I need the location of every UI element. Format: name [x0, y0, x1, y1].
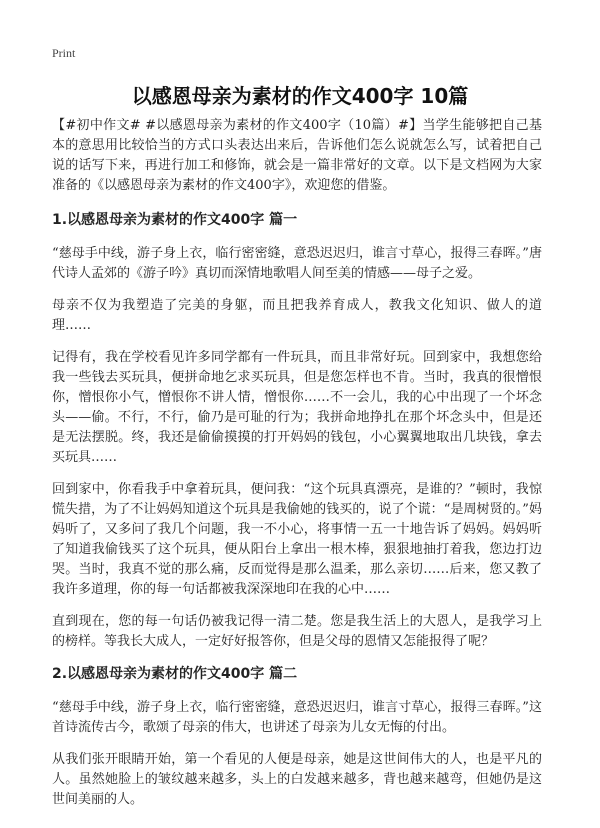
page-title: 以感恩母亲为素材的作文400字 10篇	[131, 84, 469, 108]
intro-paragraph: 【#初中作文# #以感恩母亲为素材的作文400字（10篇）#】当学生能够把自己基本的意思用比较恰当的方式口头表达出来后，告诉他们怎么说就怎么写，试着把自己说的话写下来，再进行加工和修饰，就会是一篇非常好的文章。以下是文档网为大家准备的《以感恩母亲为素材的作文400字》，欢迎您的借鉴。	[52, 118, 542, 193]
print-label: Print	[52, 46, 76, 60]
section-1-paragraph: 母亲不仅为我塑造了完美的身躯，而且把我养育成人，教我文化知识、做人的道理……	[52, 298, 542, 333]
section-2-paragraph: 从我们张开眼睛开始，第一个看见的人便是母亲，她是这世间伟大的人，也是平凡的人。虽然她脸上的皱纹越来越多，头上的白发越来越多，背也越来越弯，但她仍是这世间美丽的人。	[52, 752, 542, 807]
section-1-paragraph: 直到现在，您的每一句话仍被我记得一清二楚。您是我生活上的大恩人，是我学习上的榜样。等我长大成人，一定好好报答你，但是父母的恩情又怎能报得了呢？	[52, 614, 542, 649]
section-1-paragraph: “慈母手中线，游子身上衣，临行密密缝，意恐迟迟归，谁言寸草心，报得三春晖。”唐代诗人孟郊的《游子吟》真切而深情地歌唱人间至美的情感——母子之爱。	[52, 246, 542, 281]
document-body	[52, 116, 542, 822]
section-2-heading: 2.以感恩母亲为素材的作文400字 篇二	[52, 666, 298, 682]
section-2-paragraph: “慈母手中线，游子身上衣，临行密密缝，意恐迟迟归，谁言寸草心，报得三春晖。”这首诗流传古今，歌颂了母亲的伟大，也讲述了母亲为儿女无悔的付出。	[52, 700, 542, 735]
section-1-paragraph: 记得有，我在学校看见许多同学都有一件玩具，而且非常好玩。回到家中，我想您给我一些钱去买玩具，便拼命地乞求买玩具，但是您怎样也不肯。当时，我真的很憎恨你，憎恨你小气，憎恨你不讲人情，憎恨你……不一会儿，我的心中出现了一个坏念头——偷。不行，不行，偷乃是可耻的行为；我拼命地挣扎在那个坏念头中，但是还是无法摆脱。终，我还是偷偷摸摸的打开妈妈的钱包，小心翼翼地取出几块钱，拿去买玩具……	[52, 350, 542, 465]
section-1-paragraph: 回到家中，你看我手中拿着玩具，便问我：“这个玩具真漂亮，是谁的？”顿时，我惊慌失措，为了不让妈妈知道这个玩具是我偷她的钱买的，说了个谎：“是周树贤的。”妈妈听了，又多问了我几个问题，我一不小心，将事情一五一十地告诉了妈妈。妈妈听了知道我偷钱买了这个玩具，便从阳台上拿出一根木棒，狠狠地抽打着我，您边打边哭。当时，我真不觉的那么痛，反而觉得是那么温柔，那么亲切……后来，您又教了我许多道理，你的每一句话都被我深深地印在我的心中……	[52, 482, 542, 597]
section-1-heading: 1.以感恩母亲为素材的作文400字 篇一	[52, 212, 298, 228]
